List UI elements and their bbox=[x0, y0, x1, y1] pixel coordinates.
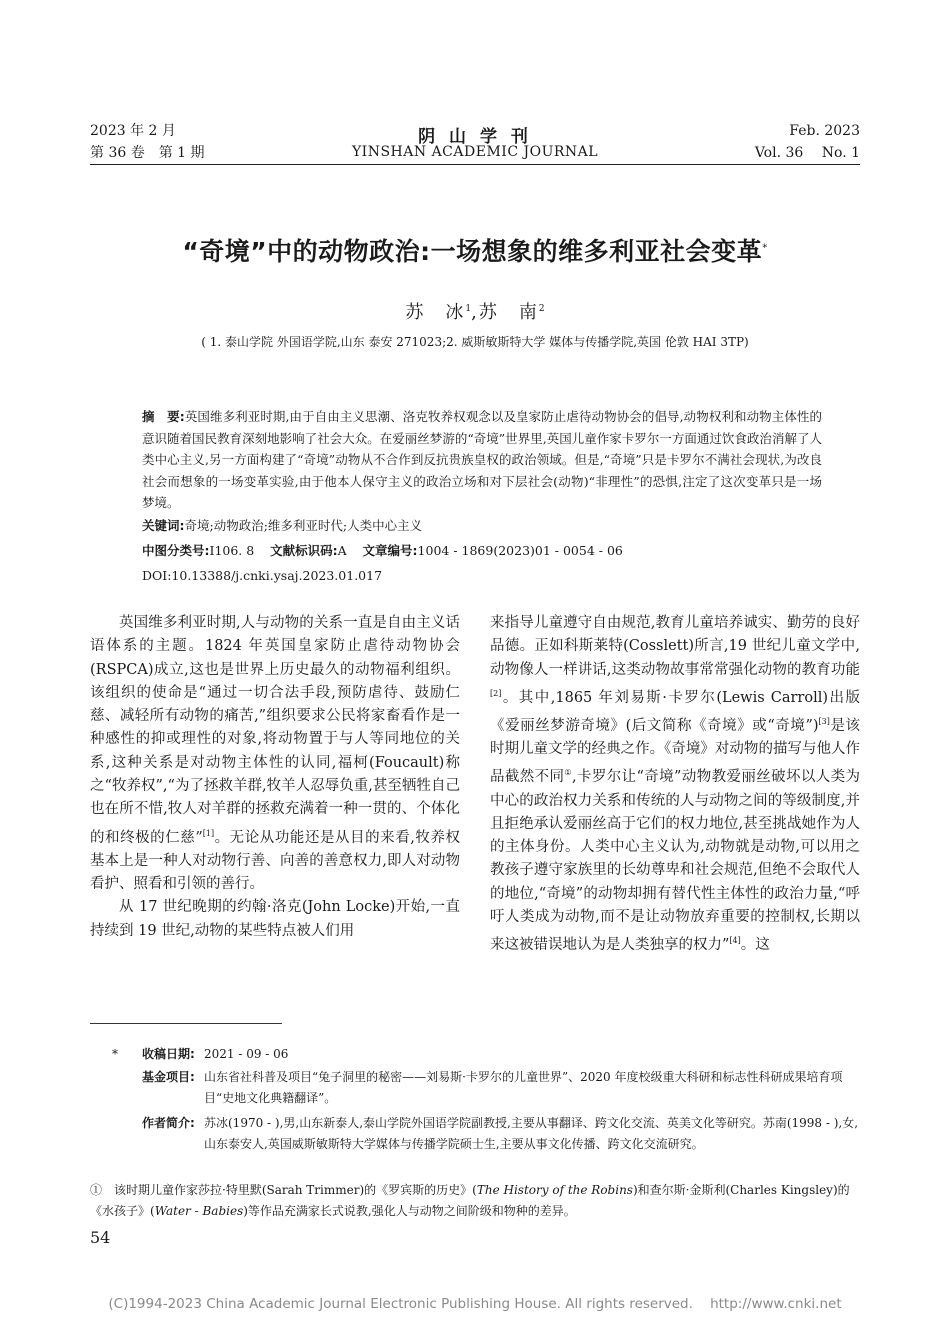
body-column-left bbox=[90, 612, 460, 943]
header-journal bbox=[300, 122, 650, 166]
body-text: 。其中,1865 年刘易斯·卡罗尔(Lewis Carroll)出版《爱丽丝梦游奇境》(后文简称《奇境》或“奇境”) bbox=[490, 689, 860, 734]
body-paragraph bbox=[90, 612, 460, 896]
header-date-cn: 2023 年 2 月 bbox=[90, 123, 176, 139]
fund-text: 山东省社科普及项目“兔子洞里的秘密——刘易斯·卡罗尔的儿童世界”、2020 年度校级重大科研和标志性科研成果培育项目“史地文化典籍翻译”。 bbox=[204, 1070, 843, 1105]
clc-value: I106. 8 bbox=[209, 543, 255, 558]
footnote-fund bbox=[90, 1067, 860, 1111]
page-number: 54 bbox=[90, 1228, 111, 1247]
author-2: 苏 南 bbox=[478, 302, 539, 323]
abstract-text: 英国维多利亚时期,由于自由主义思潮、洛克牧养权观念以及皇家防止虐待动物协会的倡导,动物权利和动物主体性的意识随着国民教育深刻地影响了社会大众。在爱丽丝梦游的“奇境”世界里,英国儿童作家卡罗尔一方面通过饮食政治消解了人类中心主义,另一方面构建了“奇境”动物从不合作到反抗贵族皇权的政治领域。但是,“奇境”只是卡罗尔不满社会现状,为改良社会而想象的一场变革实验,由于他本人保守主义的政治立场和对下层社会(动物)“非理性”的恐惧,注定了这次变革只是一场梦境。 bbox=[142, 409, 822, 510]
header-volume-en: Vol. 36 No. 1 bbox=[754, 145, 860, 161]
doccode-label: 文献标识码: bbox=[270, 543, 338, 558]
body-text: 。无论从功能还是从目的来看,牧养权基本上是一种人对动物行善、向善的善意权力,即人对动物看护、照看和引领的善行。 bbox=[90, 829, 460, 893]
author-1: 苏 冰 bbox=[405, 302, 466, 323]
body-text: 。这 bbox=[740, 937, 770, 954]
citation-ref: [2] bbox=[490, 688, 502, 698]
footnote-star: * bbox=[112, 1047, 118, 1061]
body-paragraph bbox=[490, 612, 860, 957]
fund-label: 基金项目: bbox=[142, 1070, 195, 1084]
header-issue-date-cn bbox=[90, 122, 290, 166]
body-text: ,卡罗尔让“奇境”动物教爱丽丝破坏以人类为中心的政治权力关系和传统的人与动物之间的等级制度,并且拒绝承认爱丽丝高于它们的权力地位,甚至挑战她作为人的主体身份。人类中心主义认为,动物就是动物,可以用之教孩子遵守家族里的长幼尊卑和社会规范,但绝不会取代人的地位,“奇境”的动物却拥有替代性主体性的政治力量,“呼吁人类成为动物,而不是让动物放弃重要的控制权,长期以来这被错误地认为是人类独享的权力” bbox=[490, 769, 861, 954]
header-date-en: Feb. 2023 bbox=[789, 123, 860, 139]
footnote-1-text: )和查尔斯·金斯利(Charles Kingsley)的《水孩子》( bbox=[90, 1183, 850, 1218]
footnote-author-bio bbox=[90, 1113, 860, 1177]
received-date: 2021 - 09 - 06 bbox=[204, 1047, 289, 1061]
body-text: 英国维多利亚时期,人与动物的关系一直是自由主义话语体系的主题。1824 年英国皇家防止虐待动物协会(RSPCA)成立,这也是世界上历史最久的动物福利组织。该组织的使命是“通过一切合法手段,预防虐待、鼓励仁慈、减轻所有动物的痛苦,”组织要求公民将家畜看作是一种感性的抑或理性的对象,将动物置于与人等同地位的关系,这种关系是对动物主体性的认同,福柯(Foucault)称之“牧养权”,“为了拯救羊群,牧羊人忍辱负重,甚至牺牲自己也在所不惜,牧人对羊群的拯救充满着一种一贯的、个体化的和终极的仁慈” bbox=[90, 615, 460, 846]
body-text: 来指导儿童遵守自由规范,教育儿童培养诚实、勤劳的良好品德。正如科斯莱特(Cosslett)所言,19 世纪儿童文学中,动物像人一样讲话,这类动物故事常常强化动物的教育功能 bbox=[490, 615, 860, 678]
copyright-watermark: (C)1994-2023 China Academic Journal Electronic Publishing House. All rights reserved. http://www.cnki.net bbox=[108, 1296, 842, 1312]
keywords-text: 奇境;动物政治;维多利亚时代;人类中心主义 bbox=[184, 518, 423, 533]
author-2-affil: 2 bbox=[538, 304, 545, 314]
title-footnote-mark: * bbox=[762, 242, 768, 254]
body-paragraph: 从 17 世纪晚期的约翰·洛克(John Locke)开始,一直持续到 19 世纪,动物的某些特点被人们用 bbox=[90, 899, 460, 939]
footnote-1-text: ① 该时期儿童作家莎拉·特里默(Sarah Trimmer)的《罗宾斯的历史》( bbox=[90, 1183, 477, 1197]
author-line bbox=[0, 298, 950, 324]
received-label: 收稿日期: bbox=[142, 1047, 195, 1061]
keywords bbox=[142, 516, 822, 536]
header-issue-date-en bbox=[640, 122, 860, 166]
journal-name-en: YINSHAN ACADEMIC JOURNAL bbox=[351, 144, 599, 160]
footnote-1 bbox=[90, 1180, 860, 1222]
citation-ref: [3] bbox=[818, 717, 830, 727]
articleno-label: 文章编号: bbox=[362, 543, 418, 558]
author-separator: , bbox=[471, 302, 479, 323]
affiliations: ( 1. 泰山学院 外国语学院,山东 泰安 271023;2. 威斯敏斯特大学 媒体与传播学院,英国 伦敦 HAI 3TP) bbox=[201, 335, 749, 349]
doccode-value: A bbox=[337, 543, 347, 558]
abstract bbox=[142, 406, 822, 514]
citation-ref: [1] bbox=[202, 828, 215, 838]
footnote-ref: ① bbox=[564, 768, 572, 778]
author-bio-text: 苏冰(1970 - ),男,山东新泰人,泰山学院外国语学院副教授,主要从事翻译、跨文化交流、英美文化等研究。苏南(1998 - ),女,山东泰安人,英国威斯敏斯特大学媒体与传播学院硕士生,主要从事文化传播、跨文化交流研究。 bbox=[204, 1116, 859, 1151]
work-title-water-babies: Water - Babies bbox=[154, 1204, 244, 1218]
article-title bbox=[60, 232, 890, 268]
journal-name-cn: 阴 山 学 刊 bbox=[418, 127, 532, 147]
footnote-received bbox=[90, 1044, 860, 1065]
work-title-robins: The History of the Robins bbox=[476, 1183, 633, 1197]
header-volume-cn: 第 36 卷 第 1 期 bbox=[90, 145, 205, 161]
author-bio-label: 作者简介: bbox=[142, 1116, 195, 1130]
footnote-1-text: )等作品充满家长式说教,强化人与动物之间阶级和物种的差异。 bbox=[243, 1204, 576, 1218]
header-rule bbox=[90, 164, 860, 165]
articleno-value: 1004 - 1869(2023)01 - 0054 - 06 bbox=[417, 543, 623, 558]
citation-ref: [4] bbox=[729, 936, 741, 946]
clc-label: 中图分类号: bbox=[142, 543, 210, 558]
article-title-text: “奇境”中的动物政治:一场想象的维多利亚社会变革 bbox=[182, 237, 763, 266]
keywords-label: 关键词: bbox=[142, 518, 185, 533]
author-1-affil: 1 bbox=[465, 304, 472, 314]
abstract-label: 摘 要: bbox=[142, 409, 185, 424]
footnote-rule bbox=[90, 1023, 282, 1024]
body-text: 是该时期儿童文学的经典之作。《奇境》对动物的描写与他人作品截然不同 bbox=[490, 717, 861, 786]
body-column-right bbox=[490, 612, 860, 957]
doi: DOI:10.13388/j.cnki.ysaj.2023.01.017 bbox=[142, 568, 383, 583]
classification-line bbox=[142, 541, 822, 561]
